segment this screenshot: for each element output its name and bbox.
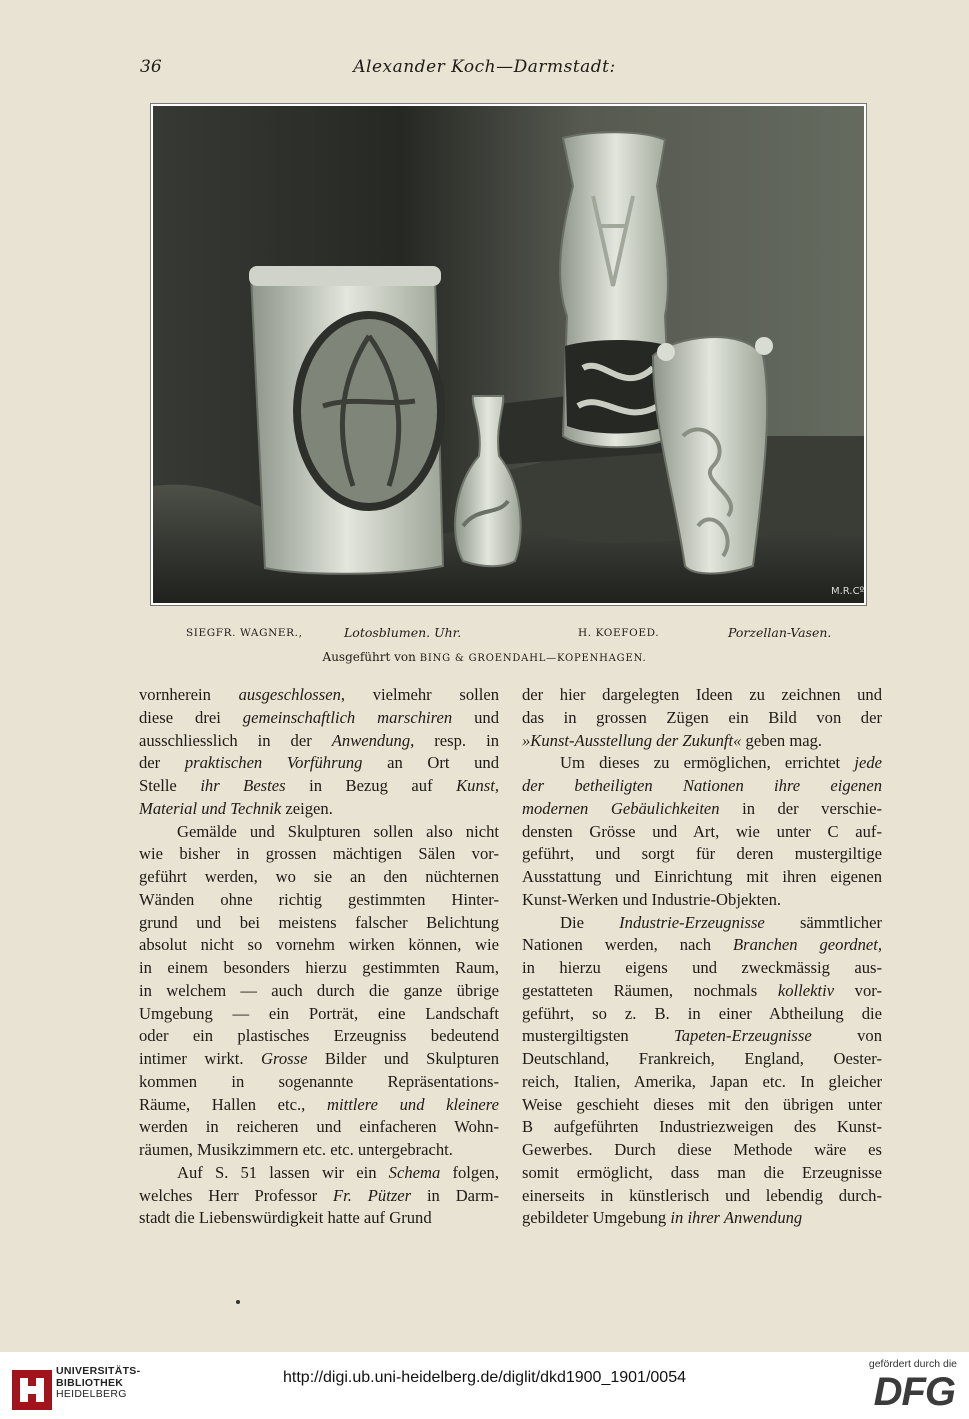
text-segment: Anwendung	[331, 730, 411, 750]
text-segment: der	[139, 753, 185, 773]
text-segment: an Ort und	[362, 753, 500, 773]
text-segment: somit ermöglicht, dass man die Erzeugnisse	[522, 1162, 882, 1182]
text-segment: gemeinschaftlich marschiren	[242, 707, 453, 727]
text-segment: in einem besonders hierzu gestimmten Raum,	[139, 958, 499, 977]
library-name-line3: HEIDELBERG	[56, 1388, 127, 1400]
text-segment: kommen in sogenannte Repräsentations-	[139, 1071, 499, 1091]
text-segment: Wänden ohne richtig gestimmten Hinter-	[139, 889, 499, 909]
library-name-line1: UNIVERSITÄTS-	[56, 1365, 141, 1377]
text-segment: Material und Technik	[139, 798, 282, 818]
text-segment: wie bisher in grossen mächtigen Sälen vor-	[139, 844, 499, 864]
text-segment: Bilder und Skulpturen	[307, 1049, 500, 1068]
text-segment: der hier dargelegten Ideen zu zeichnen und	[522, 685, 882, 704]
text-line	[522, 1025, 882, 1048]
text-line	[139, 1207, 499, 1230]
text-segment: grund und bei meistens falscher Belichtung	[139, 912, 499, 932]
text-segment: von	[811, 1026, 882, 1046]
left-text-column	[139, 684, 499, 1230]
text-segment: oder ein plastisches Erzeugniss bedeutend	[139, 1026, 499, 1046]
text-line	[522, 1207, 882, 1230]
text-segment: »Kunst-Ausstellung der Zukunft«	[522, 730, 742, 750]
text-segment: vor-	[834, 980, 882, 1000]
text-segment: Kunst-Werken und Industrie-Objekten.	[522, 889, 782, 909]
text-line	[522, 912, 882, 935]
text-segment: , resp. in	[410, 730, 499, 750]
text-segment: , vielmehr sollen	[340, 685, 500, 704]
text-line	[139, 684, 499, 707]
text-line	[139, 1185, 499, 1208]
text-segment: intimer wirkt.	[139, 1049, 262, 1068]
dfg-logo: DFG	[873, 1370, 955, 1414]
text-line	[522, 1116, 882, 1139]
text-segment: in welchem — auch durch die ganze übrige	[139, 980, 499, 1000]
text-line	[522, 957, 882, 980]
text-segment: Gemälde und Skulpturen sollen also nicht	[177, 821, 499, 841]
text-segment: vornherein	[139, 685, 239, 704]
text-line	[139, 957, 499, 980]
digitization-footer	[0, 1352, 969, 1419]
text-segment: in ihrer Anwendung	[670, 1208, 803, 1228]
text-line	[522, 1162, 882, 1185]
text-line	[522, 1071, 882, 1094]
text-line	[139, 980, 499, 1003]
text-line	[139, 730, 499, 753]
text-segment: B aufgeführten Industriezweigen des Kunst-	[522, 1117, 882, 1137]
text-line	[139, 912, 499, 935]
source-url-link[interactable]: http://digi.ub.uni-heidelberg.de/diglit/dkd1900_1901/0054	[283, 1369, 686, 1386]
text-segment: Die	[560, 912, 620, 932]
text-line	[522, 821, 882, 844]
text-segment: ihr Bestes	[200, 776, 286, 795]
text-segment: Gewerbes. Durch diese Methode wäre es	[522, 1140, 882, 1159]
stray-mark	[236, 1300, 240, 1304]
caption-manufacturer: BING & GROENDAHL—KOPENHAGEN.	[419, 653, 647, 664]
text-segment: Branchen geordnet,	[733, 935, 883, 955]
text-line	[139, 1048, 499, 1071]
text-segment: Fr. Pützer	[333, 1185, 412, 1205]
text-segment: in der verschie-	[719, 798, 882, 818]
text-line	[139, 798, 499, 821]
text-line	[139, 889, 499, 912]
caption-prefix: Ausgeführt von	[322, 650, 416, 664]
text-segment: Schema	[388, 1162, 441, 1182]
text-segment: folgen,	[440, 1162, 499, 1182]
running-title: Alexander Koch—Darmstadt:	[353, 57, 616, 77]
text-segment: kollektiv	[777, 980, 835, 1000]
caption-manufacturer-line	[0, 650, 969, 664]
text-segment: Industrie-Erzeugnisse	[619, 912, 765, 932]
text-line	[522, 775, 882, 798]
photograph	[150, 103, 867, 606]
text-line	[139, 707, 499, 730]
text-line	[522, 934, 882, 957]
text-segment: reich, Italien, Amerika, Japan etc. In gleicher	[522, 1071, 882, 1091]
text-line	[522, 1094, 882, 1117]
caption-artist-koefoed: H. KOEFOED.	[578, 627, 660, 639]
text-segment: das in grossen Zügen ein Bild von der	[522, 707, 882, 727]
text-segment: in Bezug auf	[285, 776, 457, 795]
text-segment: gestatteten Räumen, nochmals	[522, 980, 778, 1000]
text-segment: Kunst,	[456, 776, 499, 795]
text-line	[522, 752, 882, 775]
text-segment: modernen Gebäulichkeiten	[522, 798, 720, 818]
text-line	[522, 684, 882, 707]
text-segment: Auf S. 51 lassen wir ein	[177, 1162, 389, 1182]
text-segment: Umgebung — ein Porträt, eine Landschaft	[139, 1003, 499, 1023]
text-segment: räumen, Musikzimmern etc. etc. untergebracht.	[139, 1140, 453, 1159]
text-line	[139, 1025, 499, 1048]
text-segment: absolut nicht so vornehm wirken können, wie	[139, 935, 499, 955]
text-line	[139, 934, 499, 957]
text-segment: diese drei	[139, 707, 243, 727]
text-segment: gebildeter Umgebung	[522, 1208, 671, 1228]
caption-artist-wagner: SIEGFR. WAGNER.,	[186, 627, 303, 639]
text-line	[522, 843, 882, 866]
text-line	[139, 775, 499, 798]
text-segment: Nationen werden, nach	[522, 935, 734, 955]
text-line	[139, 1162, 499, 1185]
text-segment: geführt, so z. B. in einer Abtheilung die	[522, 1003, 882, 1023]
text-segment: geführt werden, wo sie an den nüchternen	[139, 867, 499, 886]
text-segment: und	[452, 707, 499, 727]
text-segment: Weise geschieht dieses mit den übrigen unter	[522, 1094, 882, 1114]
caption-work-porzellan-vasen: Porzellan-Vasen.	[728, 625, 832, 640]
text-segment: in Darm-	[411, 1185, 499, 1205]
text-segment: praktischen Vorführung	[184, 753, 363, 773]
text-line	[522, 798, 882, 821]
text-line	[139, 843, 499, 866]
text-segment: densten Grösse und Art, wie unter C auf-	[522, 821, 882, 841]
text-line	[522, 1048, 882, 1071]
library-name-line2: BIBLIOTHEK	[56, 1376, 124, 1389]
text-line	[522, 889, 882, 912]
text-segment: geben mag.	[741, 730, 823, 750]
text-segment: Grosse	[261, 1049, 308, 1068]
text-line	[139, 1094, 499, 1117]
caption-work-lotosblumen: Lotosblumen. Uhr.	[344, 625, 462, 640]
text-segment: in hierzu eigens und zweckmässig aus-	[522, 958, 882, 977]
text-segment: sämmtlicher	[764, 912, 882, 932]
text-segment: mustergiltigsten	[522, 1026, 675, 1046]
text-segment: welches Herr Professor	[139, 1185, 334, 1205]
text-line	[522, 730, 882, 753]
text-segment: zeigen.	[281, 798, 333, 818]
text-line	[522, 1003, 882, 1026]
text-line	[139, 866, 499, 889]
text-segment: werden in reicheren und einfacheren Wohn-	[139, 1117, 499, 1137]
text-line	[139, 821, 499, 844]
text-line	[522, 707, 882, 730]
text-segment: Stelle	[139, 776, 201, 795]
text-segment: stadt die Liebenswürdigkeit hatte auf Grund	[139, 1208, 432, 1228]
page-number: 36	[140, 57, 162, 77]
text-segment: Räume, Hallen etc.,	[139, 1094, 327, 1114]
text-segment: Ausstattung und Einrichtung mit ihren eigenen	[522, 867, 882, 886]
funding-note: gefördert durch die	[868, 1358, 957, 1370]
text-segment: mittlere und kleinere	[326, 1094, 499, 1114]
right-text-column	[522, 684, 882, 1230]
text-segment: geführt, und sorgt für deren mustergiltige	[522, 844, 882, 864]
text-line	[139, 1116, 499, 1139]
text-segment: einerseits in künstlerisch und lebendig durch-	[522, 1185, 882, 1205]
photo-mark: M.R.Cº	[831, 586, 864, 597]
text-line	[522, 1139, 882, 1162]
text-line	[139, 752, 499, 775]
text-line	[139, 1003, 499, 1026]
text-segment: Um dieses zu ermöglichen, errichtet	[560, 753, 855, 773]
vases-photo-illustration	[153, 106, 864, 603]
text-segment: ausschliesslich in der	[139, 730, 332, 750]
text-segment: jede	[854, 753, 882, 773]
text-line	[522, 980, 882, 1003]
text-line	[522, 1185, 882, 1208]
text-segment: Tapeten-Erzeugnisse	[674, 1026, 812, 1046]
text-line	[522, 866, 882, 889]
text-line	[139, 1071, 499, 1094]
text-segment: ausgeschlossen	[238, 685, 341, 704]
text-segment: der betheiligten Nationen ihre eigenen	[522, 776, 882, 795]
text-segment: Deutschland, Frankreich, England, Oester-	[522, 1049, 882, 1068]
text-line	[139, 1139, 499, 1162]
